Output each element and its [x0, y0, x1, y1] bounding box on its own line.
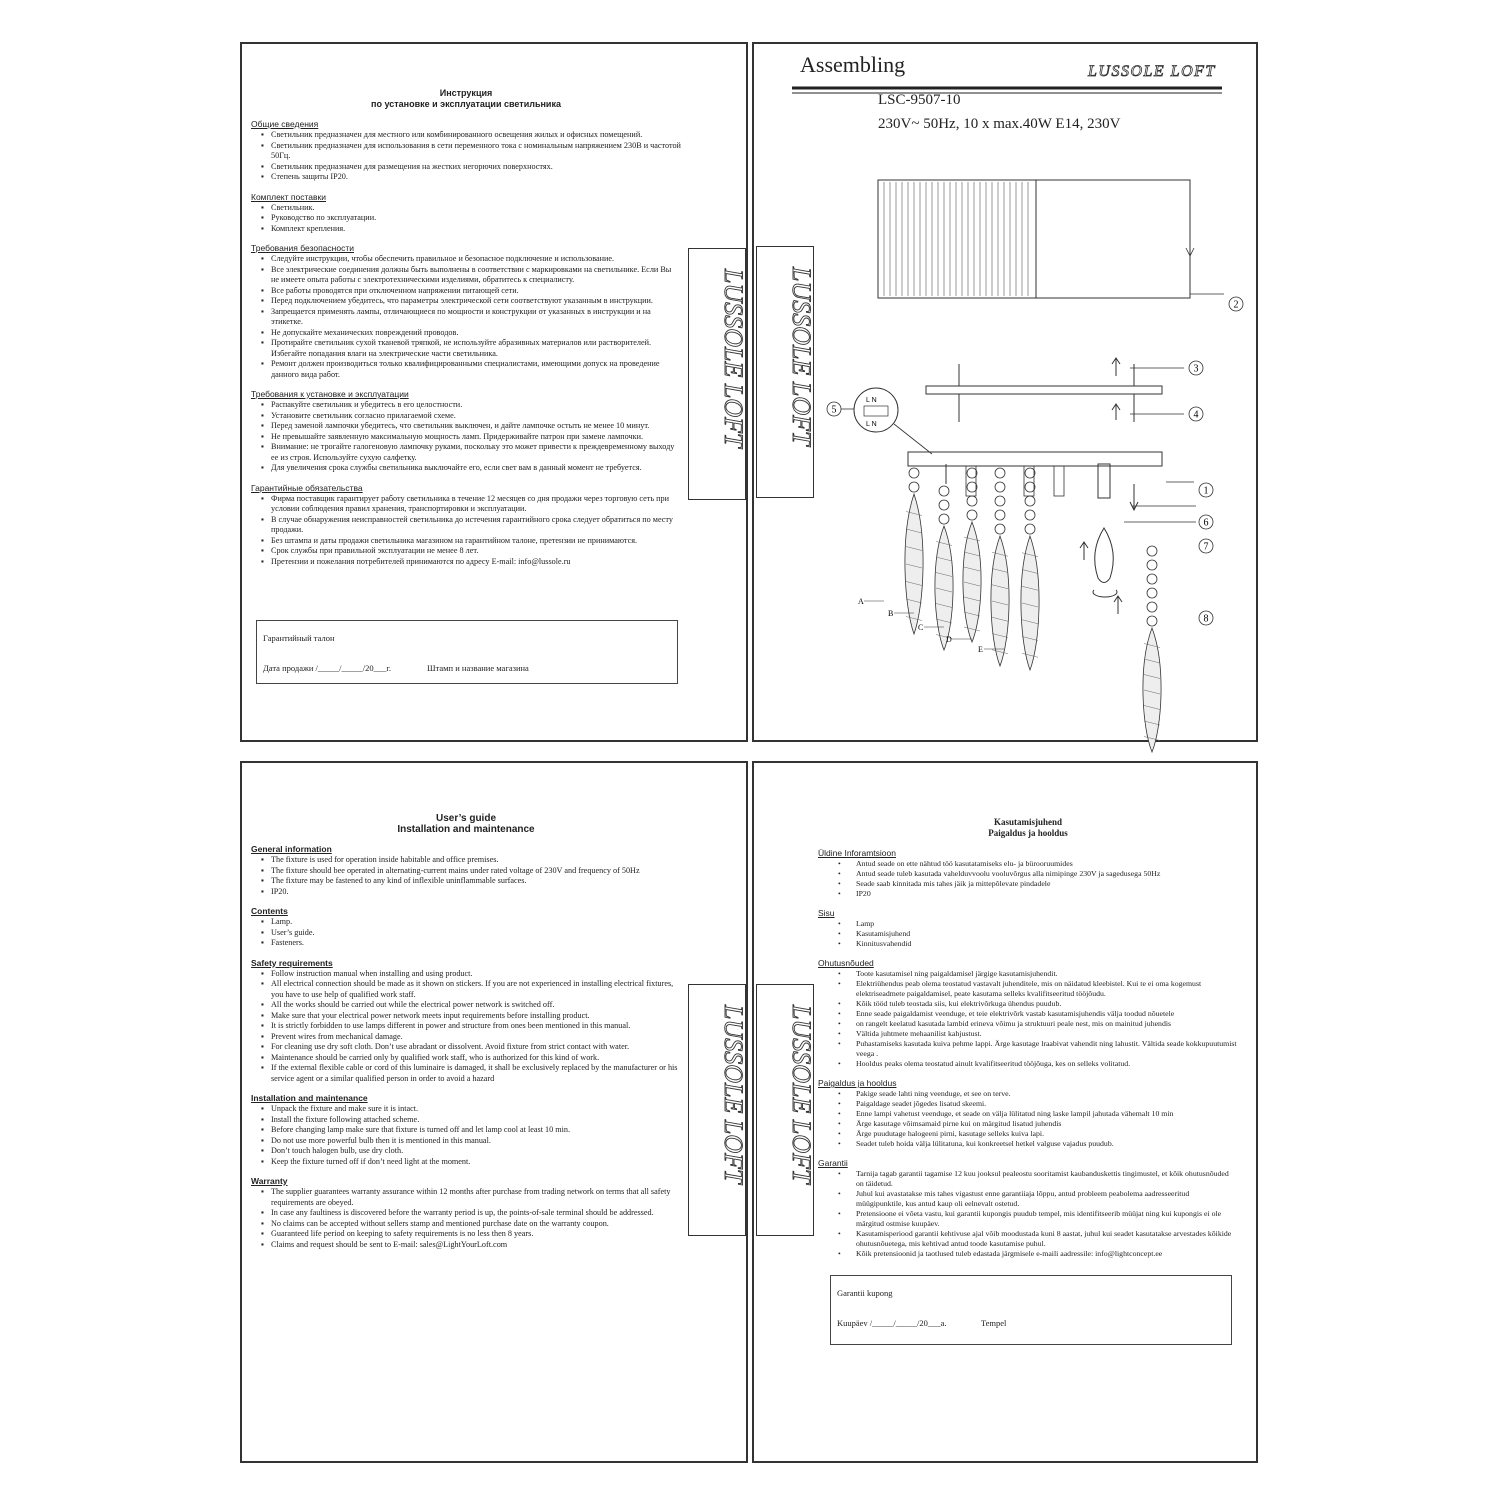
- list-item: • IP20: [856, 889, 1238, 899]
- pendant-letter: E: [978, 645, 983, 654]
- list-item: • Juhul kui avastatakse mis tahes vigastust enne garantiiaja lõppu, antud probleem peabolema aadresseeritud müügipunktile, kus antud kaup oli eelnevalt ostetud.: [856, 1189, 1238, 1209]
- russian-instructions: [251, 88, 681, 567]
- section-heading: Ohutusnõuded: [818, 958, 874, 968]
- section-heading: Üldine Inforamtsioon: [818, 848, 896, 858]
- section: [818, 1078, 1238, 1149]
- section-list: [251, 855, 681, 897]
- list-item: • Enne seade paigaldamist veenduge, et teie elektrivõrk vastab kasutamisjuhendis välja toodud nõuetele: [856, 1009, 1238, 1019]
- list-item: • Kõik pretensioonid ja taotlused tuleb edastada järgmisele e-maili aadressile: info@lightconcept.ee: [856, 1249, 1238, 1259]
- lamp-body: [908, 452, 1194, 484]
- section-heading: Paigaldus ja hooldus: [818, 1078, 897, 1088]
- list-item: • Lamp: [856, 919, 1238, 929]
- section: [818, 958, 1238, 1069]
- callout-number: 3: [1193, 363, 1199, 375]
- et-title-line2: Paigaldus ja hooldus: [988, 828, 1068, 838]
- section-heading: Требования безопасности: [251, 243, 354, 253]
- english-instructions-page: [240, 761, 748, 1463]
- section: [251, 1093, 681, 1167]
- section-list: [251, 917, 681, 949]
- section-list: [251, 1187, 681, 1250]
- list-item: • Ärge puudutage halogeeni pirni, kasutage selleks kuiva lapi.: [856, 1129, 1238, 1139]
- assembly-diagram: [754, 164, 1260, 684]
- brand-logo: [1086, 58, 1236, 82]
- section-list: [251, 400, 681, 474]
- list-item: ▪ Светильник предназначен для местного или комбинированного освещения жилых и офисных помещений.: [271, 130, 681, 141]
- model-number: LSC-9507-10: [878, 92, 961, 108]
- logo-strip-text: LUSSOLE LOFT: [719, 1005, 748, 1184]
- list-item: • Enne lampi vahetust veenduge, et seade on välja lülitatud ning laske lampil jahutada vähemalt 10 min: [856, 1109, 1238, 1119]
- list-item: • Kasutamisjuhend: [856, 929, 1238, 939]
- logo-strip-text: LUSSOLE LOFT: [787, 267, 816, 446]
- bulb: [1080, 464, 1196, 614]
- et-coupon-title: Garantii kupong: [837, 1288, 893, 1298]
- section: [251, 119, 681, 183]
- section-heading: Комплект поставки: [251, 191, 326, 202]
- list-item: • Antud seade tuleb kasutada vahelduvvoolu vooluvõrgus alla nimipinge 230V ja sagedusega 50Hz: [856, 869, 1238, 879]
- pendant-6: [1143, 546, 1161, 752]
- list-item: • Puhastamiseks kasutada kuiva pehme lappi. Ärge kasutage lraabivat vahendit ning lahustit. Vältida seade kokkupuutumist veega .: [856, 1039, 1238, 1059]
- list-item: ▪ Претензии и пожелания потребителей принимаются по адресу E-mail: info@lussole.ru: [271, 557, 681, 568]
- section-list: [818, 1089, 1238, 1149]
- section-list: [251, 494, 681, 568]
- section-heading: Sisu: [818, 908, 835, 918]
- list-item: ▪ Do not use more powerful bulb then it is mentioned in this manual.: [271, 1136, 681, 1147]
- ru-coupon-stamp: Штамп и название магазина: [427, 663, 529, 673]
- section: [818, 1158, 1238, 1259]
- terminal-block-detail: [840, 388, 932, 454]
- list-item: ▪ Make sure that your electrical power network meets input requirements before installing product.: [271, 1011, 681, 1022]
- callout-number: 2: [1233, 299, 1239, 311]
- logo-strip-top-left: [688, 248, 746, 500]
- list-item: ▪ Lamp.: [271, 917, 681, 928]
- pendant-letters: [858, 597, 1004, 654]
- et-coupon-stamp: Tempel: [981, 1318, 1007, 1328]
- list-item: • Antud seade on ette nähtud töö kasutatamiseks elu- ja bürooruumides: [856, 859, 1238, 869]
- list-item: • on rangelt keelatud kasutada lambid erineva võimu ja struktuuri peale nest, mis on mainitud juhendis: [856, 1019, 1238, 1029]
- list-item: ▪ Степень защиты IP20.: [271, 172, 681, 183]
- section: [818, 848, 1238, 899]
- list-item: ▪ In case any faultiness is discovered before the warranty period is up, the points-of-sale terminal should be addressed.: [271, 1208, 681, 1219]
- list-item: ▪ Фирма поставщик гарантирует работу светильника в течение 12 месяцев со дня продажи через торговую сеть при условии соблюдения правил хранения, транспортировки и эксплуатации.: [271, 494, 681, 515]
- list-item: ▪ Установите светильник согласно прилагаемой схеме.: [271, 411, 681, 422]
- list-item: ▪ Руководство по эксплуатации.: [271, 213, 681, 224]
- list-item: ▪ Не превышайте заявленную максимальную мощность ламп. Придерживайте патрон при замене лампочки.: [271, 432, 681, 443]
- list-item: ▪ If the external flexible cable or cord of this luminaire is damaged, it shall be exclusively replaced by the manufacturer or his service agent or a similar qualified person in order to avoid a hazard: [271, 1063, 681, 1084]
- callout-number: 4: [1193, 409, 1199, 421]
- list-item: ▪ Комплект крепления.: [271, 224, 681, 235]
- section: [251, 483, 681, 568]
- section-list: [251, 969, 681, 1085]
- section-list: [818, 919, 1238, 949]
- brand-logo-text: LUSSOLE LOFT: [1088, 63, 1216, 80]
- list-item: ▪ Keep the fixture turned off if don’t need light at the moment.: [271, 1157, 681, 1168]
- list-item: ▪ All the works should be carried out while the electrical power network is switched off.: [271, 1000, 681, 1011]
- list-item: • Toote kasutamisel ning paigaldamisel järgige kasutamisjuhendit.: [856, 969, 1238, 979]
- section: [251, 844, 681, 897]
- callout-number: 7: [1203, 541, 1209, 553]
- electrical-spec: 230V~ 50Hz, 10 x max.40W E14, 230V: [878, 116, 1121, 132]
- pendant-1: [905, 468, 923, 634]
- list-item: ▪ The supplier guarantees warranty assurance within 12 months after purchase from trading network on terms that all safety requirements are obeyed.: [271, 1187, 681, 1208]
- logo-strip-bottom-right: [756, 984, 814, 1236]
- section-heading: Гарантийные обязательства: [251, 482, 363, 493]
- assembly-title: Assembling: [800, 52, 906, 77]
- section-list: [818, 1169, 1238, 1259]
- estonian-instructions: [818, 817, 1238, 1259]
- list-item: ▪ The fixture is used for operation inside habitable and office premises.: [271, 855, 681, 866]
- list-item: • Elektriühendus peab olema teostatud vastavalt juhenditele, mis on näidatud kleebistel. Kui te ei oma kogemust elektriseadmete paigaldamisel, peate kasutama selleks kvalifitseeritud tööjõudu.: [856, 979, 1238, 999]
- list-item: • Pretensioone ei võeta vastu, kui garantii kupongis puudub tempel, mis identifitseerib müüjat ning kui kupongis ei ole märgitud ostmise kuupäev.: [856, 1209, 1238, 1229]
- list-item: ▪ Ремонт должен производиться только квалифицированными специалистами, имеющими допуск на проведение данного вида работ.: [271, 359, 681, 380]
- list-item: • Tarnija tagab garantii tagamise 12 kuu jooksul pealeostu sooritamist kaubanduskettis tingimustel, et kõik ohutusnõuded on täidetud.: [856, 1169, 1238, 1189]
- list-item: ▪ The fixture should bee operated in alternating-current mains under rated voltage of 230V and frequency of 50Hz: [271, 866, 681, 877]
- section-heading: Safety requirements: [251, 957, 333, 968]
- pendant-letter: A: [858, 597, 864, 606]
- russian-instructions-page: [240, 42, 748, 742]
- list-item: ▪ Не допускайте механических повреждений проводов.: [271, 328, 681, 339]
- section: [251, 1176, 681, 1250]
- list-item: ▪ User’s guide.: [271, 928, 681, 939]
- list-item: ▪ Maintenance should be carried only by qualified work staff, who is authorized for this kind of work.: [271, 1053, 681, 1064]
- logo-strip-text: LUSSOLE LOFT: [719, 269, 748, 448]
- list-item: • Vältida juhtmete mehaanilist kahjustust.: [856, 1029, 1238, 1039]
- list-item: ▪ Fasteners.: [271, 938, 681, 949]
- section: [251, 389, 681, 474]
- logo-strip-top-right: [756, 246, 814, 498]
- callout-number: 5: [831, 404, 837, 416]
- list-item: ▪ Don’t touch halogen bulb, use dry cloth.: [271, 1146, 681, 1157]
- assembly-page: [752, 42, 1258, 742]
- section-list: [251, 130, 681, 183]
- list-item: ▪ Запрещается применять лампы, отличающиеся по мощности и конструкции от указанных в инструкции и на этикетке.: [271, 307, 681, 328]
- list-item: • Pakige seade lahti ning veenduge, et see on terve.: [856, 1089, 1238, 1099]
- section-list: [818, 859, 1238, 899]
- ru-sections: [251, 119, 681, 567]
- list-item: ▪ No claims can be accepted without sellers stamp and mentioned purchase date on the warranty coupon.: [271, 1219, 681, 1230]
- list-item: • Paigaldage seadet jõgedes lisatud skeemi.: [856, 1099, 1238, 1109]
- section-heading: Требования к установке и эксплуатации: [251, 389, 409, 399]
- section: [818, 908, 1238, 949]
- list-item: ▪ Claims and request should be sent to E-mail: sales@LightYourLoft.com: [271, 1240, 681, 1251]
- pendant-5: [1021, 468, 1039, 670]
- callout-number: 6: [1203, 517, 1209, 529]
- en-title-line1: User’s guide: [435, 813, 497, 824]
- section-heading: Warranty: [251, 1176, 288, 1186]
- list-item: ▪ Внимание: не трогайте галогеновую лампочку руками, поскольку это может привести к преждевременному выходу ее из строя. Используйте сухую салфетку.: [271, 442, 681, 463]
- section-list: [251, 1104, 681, 1167]
- section-heading: Contents: [251, 906, 288, 916]
- ru-title-line2: по установке и эксплуатации светильника: [371, 99, 561, 109]
- terminal-top-label: L N: [866, 397, 877, 404]
- section: [251, 958, 681, 1085]
- list-item: ▪ IP20.: [271, 887, 681, 898]
- list-item: • Seadet tuleb hoida välja lülitatuna, kui konkreetsel hetkel valguse vajadus puudub.: [856, 1139, 1238, 1149]
- section-heading: General information: [251, 844, 332, 854]
- pendant-letter: C: [918, 623, 924, 632]
- pendant-2: [935, 486, 953, 650]
- list-item: ▪ Светильник предназначен для использования в сети переменного тока с номинальным напряжением 230В и частотой 50Гц.: [271, 141, 681, 162]
- list-item: ▪ The fixture may be fastened to any kind of inflexible uninflammable surfaces.: [271, 876, 681, 887]
- list-item: ▪ Install the fixture following attached scheme.: [271, 1115, 681, 1126]
- logo-strip-bottom-left: [688, 984, 746, 1236]
- terminal-bottom-label: L N: [866, 421, 877, 428]
- list-item: ▪ Протирайте светильник сухой тканевой тряпкой, не используйте абразивных материалов или растворителей. Избегайте попадания влаги на электрические части светильника.: [271, 338, 681, 359]
- section-list: [818, 969, 1238, 1069]
- crystal-pendants: [905, 466, 1161, 752]
- ru-coupon-date: Дата продажи /_____/_____/20___г.: [263, 663, 392, 673]
- list-item: ▪ Светильник.: [271, 203, 681, 214]
- estonian-instructions-page: [752, 761, 1258, 1463]
- pendant-4: [991, 468, 1009, 666]
- list-item: ▪ Следуйте инструкции, чтобы обеспечить правильное и безопасное подключение и использование.: [271, 254, 681, 265]
- et-sections: [818, 848, 1238, 1259]
- section-heading: Общие сведения: [251, 119, 319, 129]
- ru-coupon-title: Гарантийный талон: [263, 633, 335, 643]
- list-item: ▪ All electrical connection should be made as it shown on stickers. If you are not experienced in installing electrical fixtures, you have to use help of qualified work staff.: [271, 979, 681, 1000]
- list-item: • Hooldus peaks olema teostatud ainult kvalifitseeritud tööjõuga, kes on selleks volitatud.: [856, 1059, 1238, 1069]
- list-item: ▪ В случае обнаружения неисправностей светильника до истечения гарантийного срока следует обратиться по месту продажи.: [271, 515, 681, 536]
- list-item: • Kasutamisperiood garantii kehtivuse ajal võib moodustada kuni 8 aastat, juhul kui seadet kasutatakse arvestades kõikide ohutusnõuetega, mis kehtivad antud toode kasutamise puhul.: [856, 1229, 1238, 1249]
- list-item: ▪ Unpack the fixture and make sure it is intact.: [271, 1104, 681, 1115]
- list-item: ▪ Prevent wires from mechanical damage.: [271, 1032, 681, 1043]
- ru-title-line1: Инструкция: [439, 88, 493, 98]
- section: [251, 192, 681, 235]
- list-item: • Kinnitusvahendid: [856, 939, 1238, 949]
- list-item: ▪ Срок службы при правильной эксплуатации не менее 8 лет.: [271, 546, 681, 557]
- list-item: ▪ Перед заменой лампочки убедитесь, что светильник выключен, и дайте лампочке остыть не менее 10 минут.: [271, 421, 681, 432]
- logo-strip-text: LUSSOLE LOFT: [787, 1005, 816, 1184]
- section-list: [251, 203, 681, 235]
- list-item: ▪ For cleaning use dry soft cloth. Don’t use abradant or dissolvent. Avoid fixture from strict contact with water.: [271, 1042, 681, 1053]
- header-rule: [792, 84, 1224, 96]
- section-heading: Garantii: [818, 1158, 848, 1168]
- section-heading: Installation and maintenance: [251, 1093, 368, 1103]
- section: [251, 906, 681, 949]
- section: [251, 243, 681, 380]
- et-coupon-date: Kuupäev /_____/_____/20___a.: [837, 1318, 947, 1328]
- canopy-shade: [878, 180, 1224, 298]
- list-item: ▪ Guaranteed life period on keeping to safety requirements is no less then 8 years.: [271, 1229, 681, 1240]
- et-title-line1: Kasutamisjuhend: [993, 817, 1063, 827]
- list-item: ▪ Без штампа и даты продажи светильника магазином на гарантийном талоне, претензии не принимаются.: [271, 536, 681, 547]
- ru-warranty-coupon: [256, 620, 678, 684]
- callout-number: 1: [1203, 485, 1209, 497]
- callout-number: 8: [1203, 613, 1209, 625]
- list-item: ▪ Распакуйте светильник и убедитесь в его целостности.: [271, 400, 681, 411]
- list-item: ▪ Все электрические соединения должны быть выполнены в соответствии с маркировками на светильнике. Если Вы не имеете опыта работы с электротехническими изделиями, обратитесь к специалисту.: [271, 265, 681, 286]
- list-item: ▪ Follow instruction manual when installing and using product.: [271, 969, 681, 980]
- list-item: • Kõik tööd tuleb teostada siis, kui elektrivõrkuga ühendus puudub.: [856, 999, 1238, 1009]
- english-instructions: [251, 813, 681, 1250]
- en-sections: [251, 844, 681, 1250]
- list-item: ▪ Для увеличения срока службы светильника выключайте его, если свет вам в данный момент не требуется.: [271, 463, 681, 474]
- pendant-letter: D: [946, 635, 952, 644]
- list-item: ▪ Все работы проводятся при отключенном напряжении питающей сети.: [271, 286, 681, 297]
- list-item: • Seade saab kinnitada mis tahes jäik ja mittepõlevate pindadele: [856, 879, 1238, 889]
- en-title-line2: Installation and maintenance: [397, 824, 535, 835]
- list-item: ▪ Светильник предназначен для размещения на жестких негорючих поверхностях.: [271, 162, 681, 173]
- list-item: • Ärge kasutage võimsamaid pirne kui on märgitud lisatud juhendis: [856, 1119, 1238, 1129]
- et-warranty-coupon: [830, 1275, 1232, 1345]
- pendant-letter: B: [888, 609, 894, 618]
- list-item: ▪ It is strictly forbidden to use lamps different in power and structure from ones been mentioned in this manual.: [271, 1021, 681, 1032]
- mounting-plate: [926, 358, 1184, 422]
- list-item: ▪ Before changing lamp make sure that fixture is turned off and let lamp cool at least 10 min.: [271, 1125, 681, 1136]
- section-list: [251, 254, 681, 380]
- list-item: ▪ Перед подключением убедитесь, что параметры электрической сети соответствуют указанным в инструкции.: [271, 296, 681, 307]
